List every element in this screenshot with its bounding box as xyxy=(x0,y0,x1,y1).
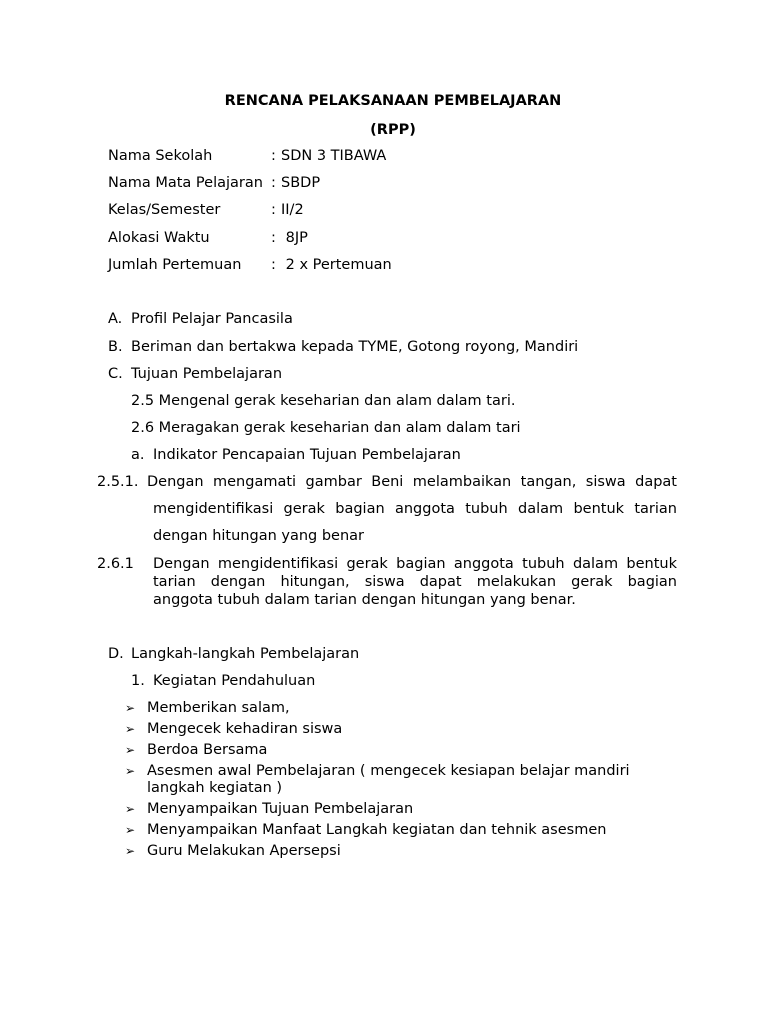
list-item-text: Mengecek kehadiran siswa xyxy=(147,721,343,737)
indicator-line: mengidentifikasi gerak bagian anggota tubuh dalam bentuk tarian xyxy=(153,501,677,517)
arrow-bullet-icon: ➢ xyxy=(125,722,136,736)
identity-separator: : xyxy=(271,148,276,164)
identity-label: Nama Mata Pelajaran xyxy=(108,175,263,191)
identity-separator: : xyxy=(271,202,276,218)
identity-label: Jumlah Pertemuan xyxy=(108,257,242,273)
section-a-text: Profil Pelajar Pancasila xyxy=(131,311,293,327)
identity-label: Nama Sekolah xyxy=(108,148,213,164)
learning-goal-item: 2.5 Mengenal gerak keseharian dan alam dalam tari. xyxy=(131,393,516,409)
list-item-text: Menyampaikan Manfaat Langkah kegiatan dan tehnik asesmen xyxy=(147,822,607,838)
indicator-line: Dengan mengamati gambar Beni melambaikan tangan, siswa dapat xyxy=(147,474,677,490)
arrow-bullet-icon: ➢ xyxy=(125,823,136,837)
identity-value: SBDP xyxy=(281,175,321,191)
list-item-text: Guru Melakukan Apersepsi xyxy=(147,843,341,859)
identity-separator: : xyxy=(271,175,276,191)
indicator-line: tarian dengan hitungan, siswa dapat melakukan gerak bagian xyxy=(153,574,677,590)
list-item-text: Menyampaikan Tujuan Pembelajaran xyxy=(147,801,414,817)
subsection-marker: 1. xyxy=(131,673,145,689)
identity-value: 8JP xyxy=(281,230,308,246)
indicator-number: 2.5.1. xyxy=(97,474,139,490)
identity-label: Alokasi Waktu xyxy=(108,230,210,246)
identity-value: II/2 xyxy=(281,202,304,218)
indicator-heading-text: Indikator Pencapaian Tujuan Pembelajaran xyxy=(153,447,461,463)
arrow-bullet-icon: ➢ xyxy=(125,802,136,816)
indicator-heading-marker: a. xyxy=(131,447,145,463)
section-c-marker: C. xyxy=(108,366,123,382)
arrow-bullet-icon: ➢ xyxy=(125,701,136,715)
indicator-number: 2.6.1 xyxy=(97,556,134,572)
subsection-text: Kegiatan Pendahuluan xyxy=(153,673,316,689)
list-item-text: Berdoa Bersama xyxy=(147,742,268,758)
identity-label: Kelas/Semester xyxy=(108,202,221,218)
document-title: RENCANA PELAKSANAAN PEMBELAJARAN xyxy=(224,93,562,109)
identity-separator: : xyxy=(271,230,276,246)
section-d-marker: D. xyxy=(108,646,124,662)
list-item-text-continued: langkah kegiatan ) xyxy=(147,780,283,796)
identity-separator: : xyxy=(271,257,276,273)
identity-value: SDN 3 TIBAWA xyxy=(281,148,387,164)
arrow-bullet-icon: ➢ xyxy=(125,743,136,757)
section-d-text: Langkah-langkah Pembelajaran xyxy=(131,646,360,662)
section-c-text: Tujuan Pembelajaran xyxy=(131,366,283,382)
indicator-line: dengan hitungan yang benar xyxy=(153,528,365,544)
document-subtitle: (RPP) xyxy=(370,122,416,138)
indicator-line: Dengan mengidentifikasi gerak bagian anggota tubuh dalam bentuk xyxy=(153,556,677,572)
section-b-marker: B. xyxy=(108,339,123,355)
arrow-bullet-icon: ➢ xyxy=(125,764,136,778)
section-a-marker: A. xyxy=(108,311,123,327)
learning-goal-item: 2.6 Meragakan gerak keseharian dan alam dalam tari xyxy=(131,420,521,436)
identity-value: 2 x Pertemuan xyxy=(281,257,392,273)
list-item-text: Memberikan salam, xyxy=(147,700,290,716)
list-item-text: Asesmen awal Pembelajaran ( mengecek kesiapan belajar mandiri xyxy=(147,763,630,779)
arrow-bullet-icon: ➢ xyxy=(125,844,136,858)
indicator-line: anggota tubuh dalam tarian dengan hitungan yang benar. xyxy=(153,592,576,608)
section-b-text: Beriman dan bertakwa kepada TYME, Gotong royong, Mandiri xyxy=(131,339,579,355)
